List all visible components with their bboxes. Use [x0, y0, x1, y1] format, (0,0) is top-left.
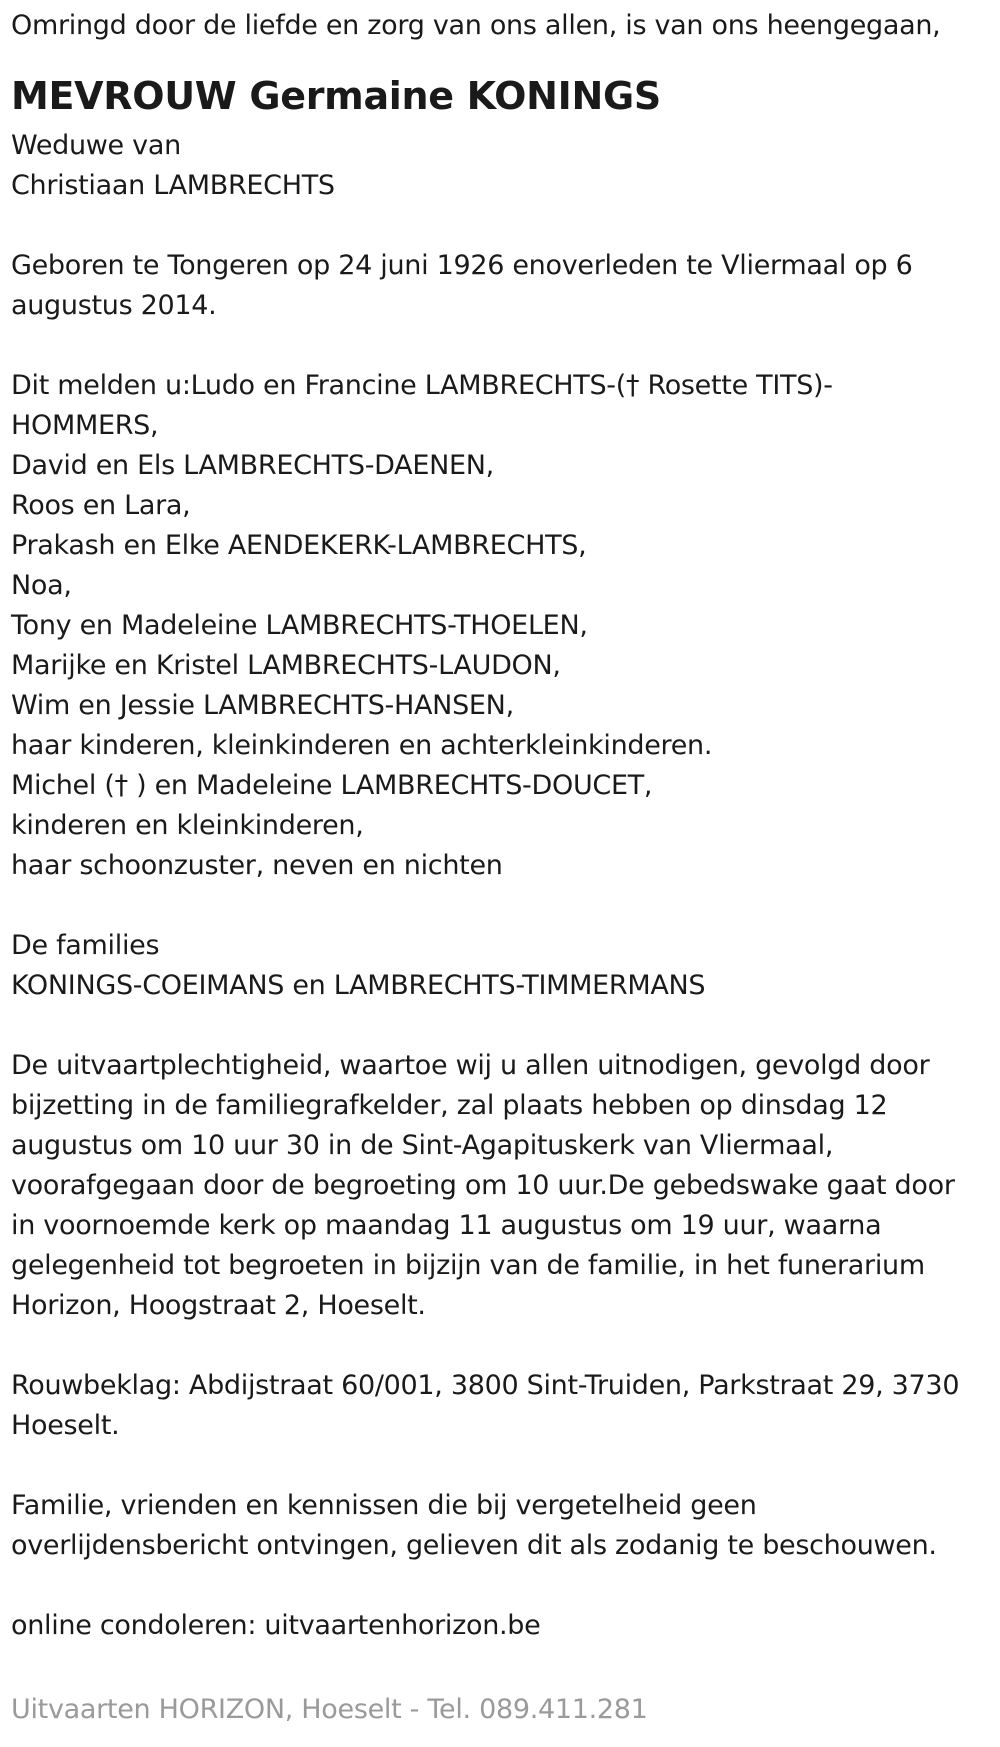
ceremony-line: bijzetting in de familiegrafkelder, zal plaats hebben op dinsdag 12	[11, 1090, 888, 1121]
birth-death-line: augustus 2014.	[11, 290, 217, 321]
ceremony-line: Horizon, Hoogstraat 2, Hoeselt.	[11, 1290, 426, 1321]
mourning-address-line: Rouwbeklag: Abdijstraat 60/001, 3800 Sint-Truiden, Parkstraat 29, 3730	[11, 1370, 960, 1401]
spacer	[11, 326, 1000, 366]
family-line: Prakash en Elke AENDEKERK-LAMBRECHTS,	[11, 530, 587, 561]
family-line: Dit melden u:Ludo en Francine LAMBRECHTS-(† Rosette TITS)-	[11, 370, 833, 401]
family-line: haar kinderen, kleinkinderen en achterkleinkinderen.	[11, 730, 713, 761]
family-line: Roos en Lara,	[11, 490, 191, 521]
spacer	[11, 1006, 1000, 1046]
family-line: Michel († ) en Madeleine LAMBRECHTS-DOUCET,	[11, 770, 653, 801]
notice-line: Familie, vrienden en kennissen die bij vergetelheid geen	[11, 1490, 757, 1521]
family-line: David en Els LAMBRECHTS-DAENEN,	[11, 450, 494, 481]
ceremony-line: De uitvaartplechtigheid, waartoe wij u allen uitnodigen, gevolgd door	[11, 1050, 930, 1081]
family-line: Marijke en Kristel LAMBRECHTS-LAUDON,	[11, 650, 561, 681]
ceremony-line: in voornoemde kerk op maandag 11 augustus om 19 uur, waarna	[11, 1210, 882, 1241]
funeral-home-footer: Uitvaarten HORIZON, Hoeselt - Tel. 089.411.281	[11, 1694, 648, 1725]
mourning-address-line: Hoeselt.	[11, 1410, 120, 1441]
families-label: De families	[11, 930, 160, 961]
family-line: Wim en Jessie LAMBRECHTS-HANSEN,	[11, 690, 514, 721]
ceremony-line: augustus om 10 uur 30 in de Sint-Agapituskerk van Vliermaal,	[11, 1130, 834, 1161]
family-line: Noa,	[11, 570, 72, 601]
spacer	[11, 1326, 1000, 1366]
online-condolence: online condoleren: uitvaartenhorizon.be	[11, 1610, 541, 1641]
family-line: Tony en Madeleine LAMBRECHTS-THOELEN,	[11, 610, 588, 641]
spacer	[11, 1566, 1000, 1606]
notice-line: overlijdensbericht ontvingen, gelieven dit als zodanig te beschouwen.	[11, 1530, 937, 1561]
birth-death-line: Geboren te Tongeren op 24 juni 1926 enoverleden te Vliermaal op 6	[11, 250, 913, 281]
ceremony-line: voorafgegaan door de begroeting om 10 uur.De gebedswake gaat door	[11, 1170, 955, 1201]
widow-of-label: Weduwe van	[11, 130, 181, 161]
deceased-name: MEVROUW Germaine KONINGS	[11, 74, 661, 118]
family-line: HOMMERS,	[11, 410, 159, 441]
spacer	[11, 1446, 1000, 1486]
ceremony-line: gelegenheid tot begroeten in bijzijn van de familie, in het funerarium	[11, 1250, 925, 1281]
spacer	[11, 886, 1000, 926]
family-line: haar schoonzuster, neven en nichten	[11, 850, 503, 881]
spouse-name: Christiaan LAMBRECHTS	[11, 170, 335, 201]
spacer	[11, 206, 1000, 246]
families-names: KONINGS-COEIMANS en LAMBRECHTS-TIMMERMANS	[11, 970, 706, 1001]
family-line: kinderen en kleinkinderen,	[11, 810, 364, 841]
intro-text: Omringd door de liefde en zorg van ons allen, is van ons heengegaan,	[11, 10, 941, 41]
